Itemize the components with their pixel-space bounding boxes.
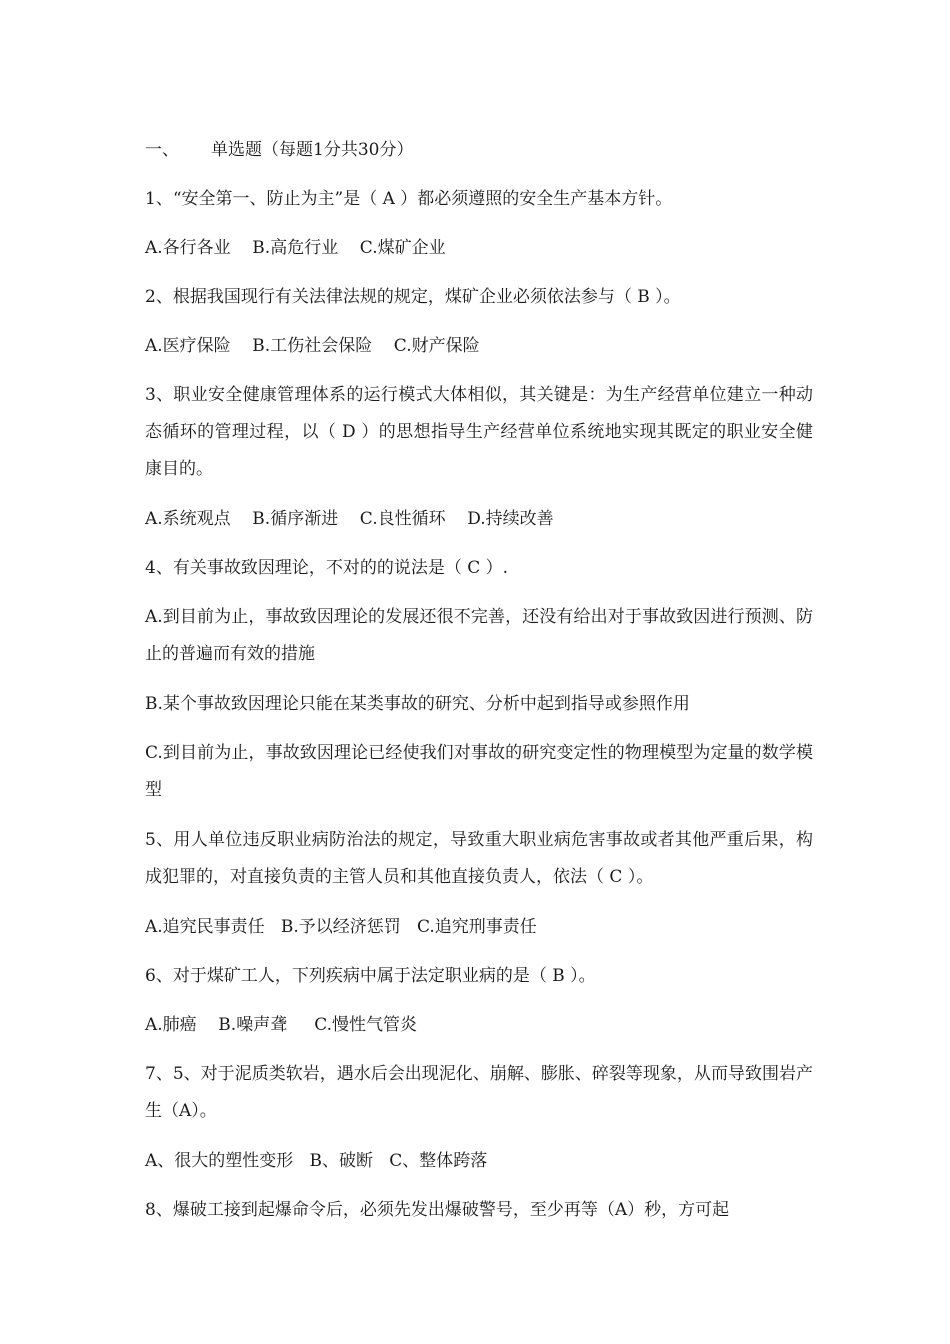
question-5: 5、用人单位违反职业病防治法的规定，导致重大职业病危害事故或者其他严重后果，构成犯罪的，对直接负责的主管人员和其他直接负责人，依法（ C ）。 (145, 830, 813, 887)
question-5-options: A.追究民事责任 B.予以经济惩罚 C.追究刑事责任 (145, 917, 537, 937)
question-3: 3、职业安全健康管理体系的运行模式大体相似，其关键是：为生产经营单位建立一种动态循环的管理过程，以（ D ）的思想指导生产经营单位系统地实现其既定的职业安全健康目的。 (145, 385, 813, 479)
section-heading (145, 132, 813, 168)
question-7-options: A、很大的塑性变形 B、破断 C、整体跨落 (145, 1151, 488, 1171)
question-2: 2、根据我国现行有关法律法规的规定，煤矿企业必须依法参与（ B ）。 (145, 287, 681, 307)
question-4: 4、有关事故致因理论，不对的的说法是（ C ）. (145, 558, 509, 578)
question-4-option-a: A.到目前为止，事故致因理论的发展还很不完善，还没有给出对于事故致因进行预测、防止的普遍而有效的措施 (145, 607, 813, 664)
question-4-option-b: B.某个事故致因理论只能在某类事故的研究、分析中起到指导或参照作用 (145, 694, 690, 714)
question-3-options: A.系统观点 B.循序渐进 C.良性循环 D.持续改善 (145, 509, 554, 529)
question-2-options: A.医疗保险 B.工伤社会保险 C.财产保险 (145, 336, 480, 356)
question-7: 7、5、对于泥质类软岩，遇水后会出现泥化、崩解、膨胀、碎裂等现象，从而导致围岩产生（A）。 (145, 1064, 813, 1121)
question-6-options: A.肺癌 B.噪声聋 C.慢性气管炎 (145, 1015, 418, 1035)
question-1: 1、“安全第一、防止为主”是（ A ）都必须遵照的安全生产基本方针。 (145, 189, 673, 209)
section-title: 单选题（每题1分共30分） (211, 140, 414, 160)
question-4-option-c: C.到目前为止，事故致因理论已经使我们对事故的研究变定性的物理模型为定量的数学模型 (145, 743, 813, 800)
document-body (145, 132, 813, 1241)
question-1-options: A.各行各业 B.高危行业 C.煤矿企业 (145, 238, 446, 258)
section-number: 一、 (145, 140, 179, 160)
question-8: 8、爆破工接到起爆命令后，必须先发出爆破警号，至少再等（A）秒，方可起 (145, 1200, 730, 1220)
question-6: 6、对于煤矿工人，下列疾病中属于法定职业病的是（ B ）。 (145, 966, 596, 986)
